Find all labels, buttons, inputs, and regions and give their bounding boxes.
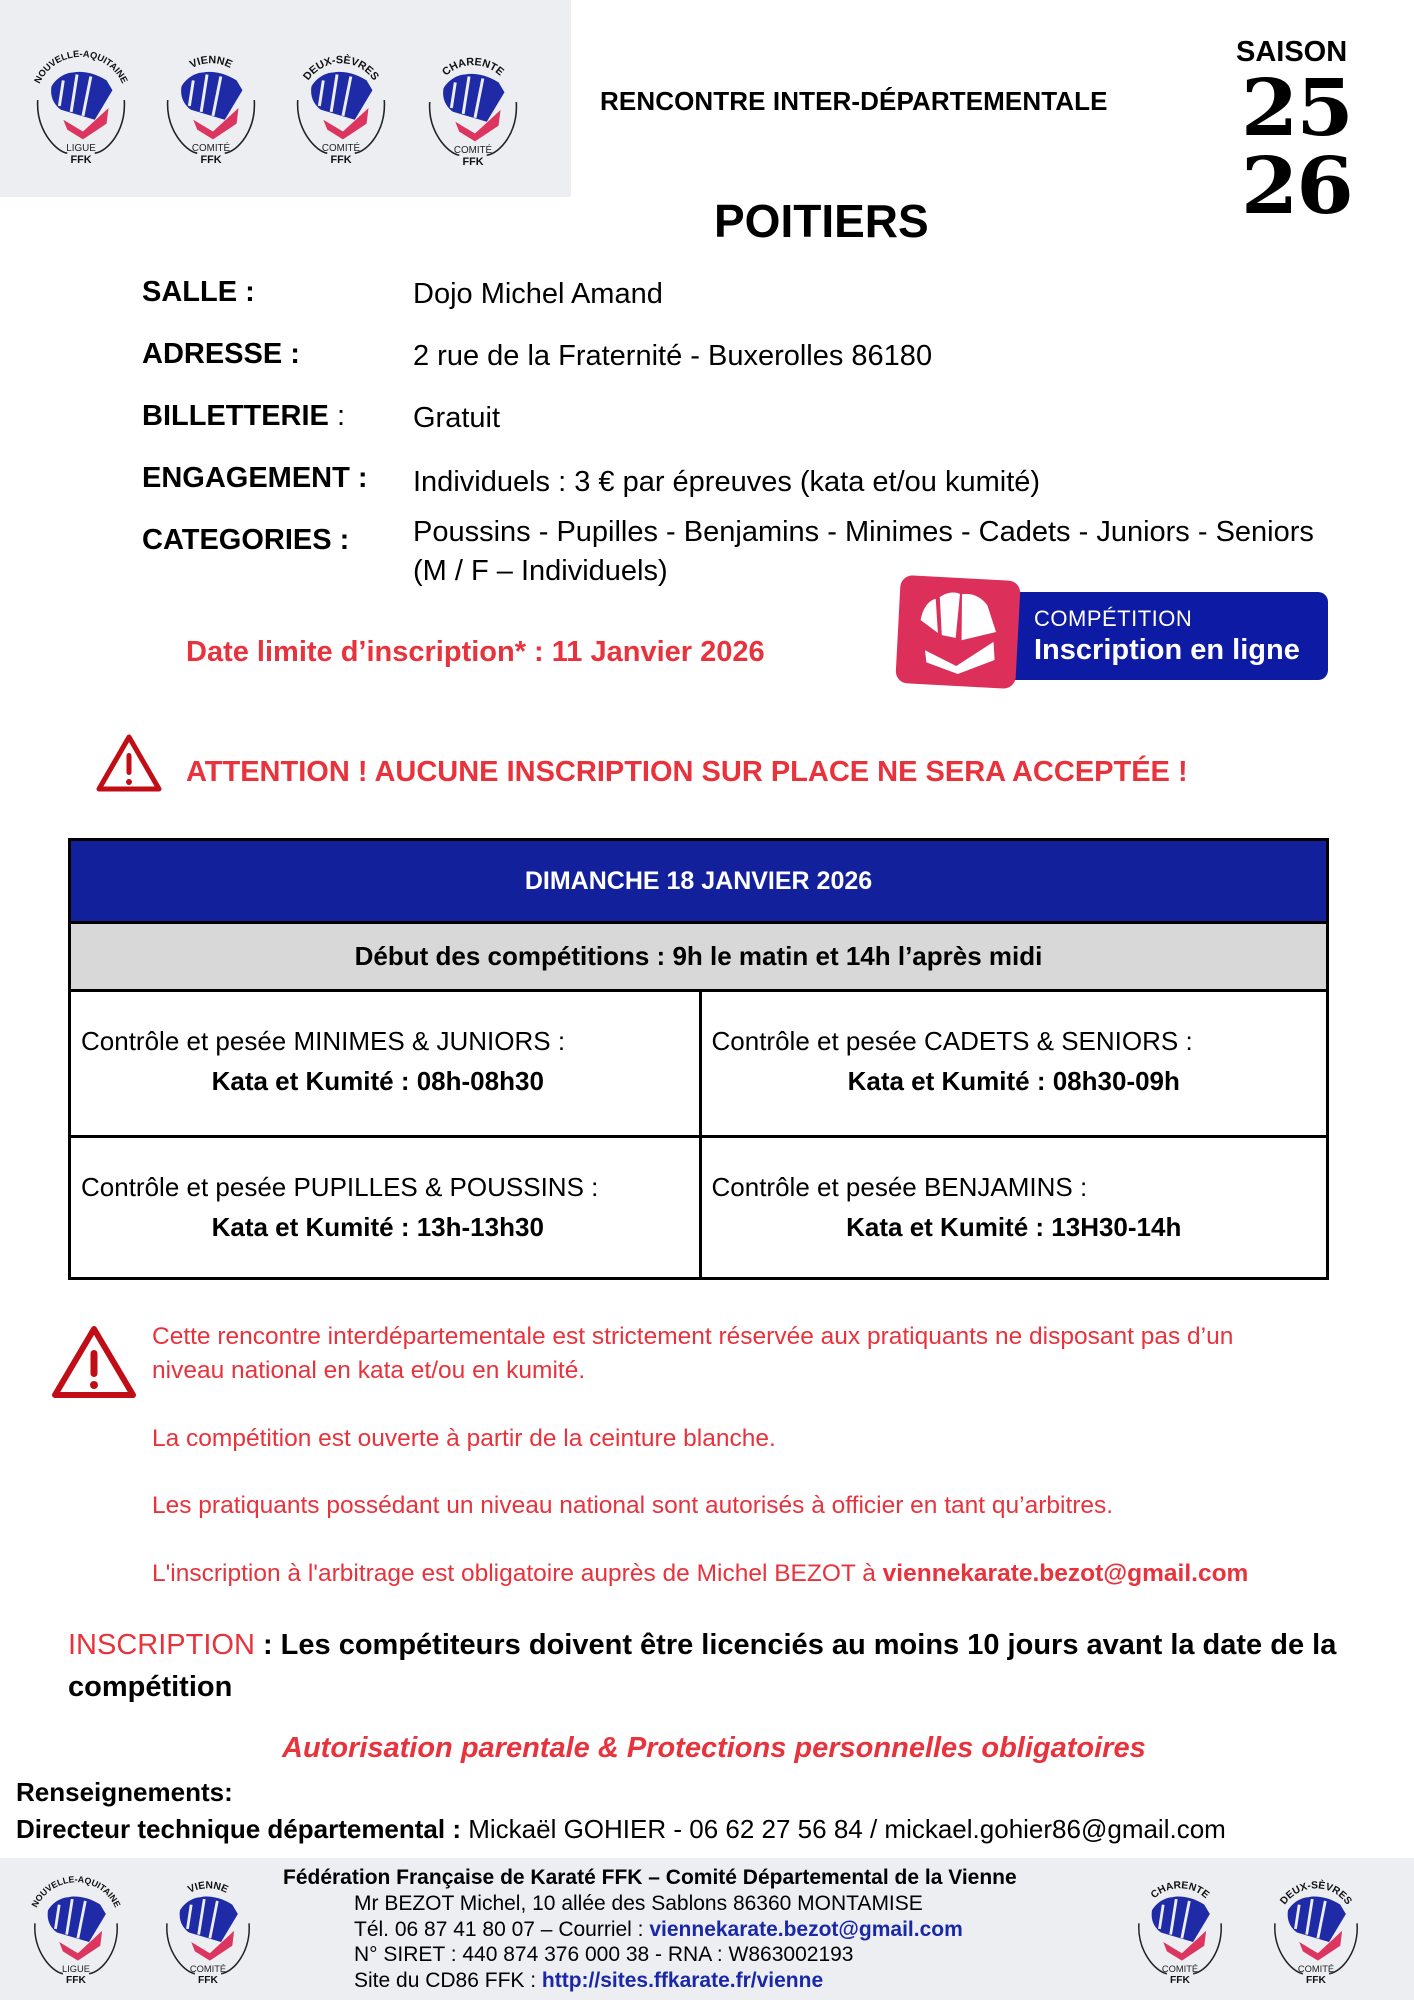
svg-text:VIENNE (188, 54, 234, 71)
parental-authorization-notice: Autorisation parentale & Protections personnelles obligatoires (282, 1732, 1146, 1764)
entry-fee-value: Individuels : 3 € par épreuves (kata et/ou kumité) (413, 466, 1041, 498)
schedule-start-times: Début des compétitions : 9h le matin et 14h l’après midi (71, 924, 1326, 992)
address-value: 2 rue de la Fraternité - Buxerolles 86180 (413, 340, 933, 372)
logo-brand-text: FFK (66, 1975, 86, 1987)
referee-note: Les pratiquants possédant un niveau national sont autorisés à officier en tant qu’arbitres. (152, 1492, 1114, 1519)
footer-site-line (354, 1969, 823, 1993)
inscription-rule (68, 1624, 1338, 1708)
schedule-row (71, 1135, 1326, 1277)
footer (0, 1858, 1414, 2000)
logo-deux-sevres (282, 40, 400, 170)
footer-address: Mr BEZOT Michel, 10 allée des Sablons 86360 MONTAMISE (354, 1892, 923, 1915)
logo-vienne (152, 40, 270, 170)
schedule-date: DIMANCHE 18 JANVIER 2026 (71, 841, 1326, 924)
eligibility-note-line-1: Cette rencontre interdépartementale est strictement réservée aux pratiquants ne disposant pas d’un (152, 1323, 1234, 1350)
logo-brand-text: FFK (462, 156, 484, 169)
weigh-in-time: Kata et Kumité : 08h-08h30 (211, 1066, 544, 1096)
weigh-in-time: Kata et Kumité : 13H30-14h (846, 1212, 1182, 1242)
logo-region-text: CHARENTE (440, 56, 507, 79)
weigh-in-label: Contrôle et pesée MINIMES & JUNIORS : (81, 1026, 566, 1056)
ticketing-label-colon: : (328, 400, 346, 432)
season-year-end: 26 (1240, 141, 1352, 232)
footer-logo-vienne (152, 1862, 264, 1994)
categories-line-1: Poussins - Pupilles - Benjamins - Minimes - Cadets - Juniors - Seniors (413, 516, 1314, 548)
ticketing-label-text: BILLETTERIE (142, 400, 329, 432)
logo-brand-text: FFK (1170, 1975, 1190, 1987)
logo-nouvelle-aquitaine (22, 40, 140, 170)
logo-sub-text: LIGUE (66, 143, 96, 155)
eligibility-note-line-2: niveau national en kata et/ou en kumité. (152, 1357, 586, 1384)
season-label: SAISON (1236, 36, 1348, 68)
footer-phone: Tél. 06 87 41 80 07 – Courriel : (354, 1918, 650, 1941)
warning-icon (50, 1324, 138, 1402)
registration-deadline: Date limite d’inscription* : 11 Janvier 2026 (186, 636, 765, 668)
no-onsite-registration-warning: ATTENTION ! AUCUNE INSCRIPTION SUR PLACE NE SERA ACCEPTÉE ! (186, 756, 1188, 788)
footer-title: Fédération Française de Karaté FFK – Comité Départemental de la Vienne (283, 1866, 1017, 1889)
referee-registration-note (152, 1557, 1248, 1591)
venue-value: Dojo Michel Amand (413, 278, 663, 310)
categories-line-2: (M / F – Individuels) (413, 555, 668, 587)
logo-sub-text: COMITÉ (191, 143, 231, 155)
svg-text:VIENNE (186, 1880, 229, 1896)
schedule-cell (71, 992, 699, 1135)
weigh-in-label: Contrôle et pesée BENJAMINS : (711, 1172, 1088, 1202)
footer-site-link[interactable]: http://sites.ffkarate.fr/vienne (541, 1969, 824, 1992)
logo-sub-text: LIGUE (62, 1963, 90, 1974)
footer-email-link[interactable]: viennekarate.bezot@gmail.com (649, 1918, 963, 1941)
logo-region-text: DEUX-SÈVRES (1278, 1880, 1354, 1907)
online-registration-button[interactable] (896, 578, 1330, 690)
contact-info-line (16, 1814, 1226, 1845)
logo-brand-text: FFK (198, 1975, 218, 1987)
inscription-text: : Les compétiteurs doivent être licenciés au moins 10 jours avant la date de la compétition (68, 1629, 1337, 1703)
logo-brand-text: FFK (200, 154, 222, 167)
schedule-table (68, 838, 1329, 1280)
referee-registration-text: L'inscription à l'arbitrage est obligatoire auprès de Michel BEZOT à (152, 1560, 883, 1587)
schedule-cell (71, 1138, 699, 1277)
logo-sub-text: COMITÉ (1297, 1963, 1335, 1974)
logo-region-text: CHARENTE (1149, 1880, 1211, 1901)
warning-icon (95, 733, 163, 795)
logo-region-text: NOUVELLE-AQUITAINE (32, 48, 130, 85)
schedule-row (71, 992, 1326, 1135)
weigh-in-time: Kata et Kumité : 13h-13h30 (211, 1212, 544, 1242)
logo-brand-text: FFK (1306, 1975, 1326, 1987)
footer-site-label: Site du CD86 FFK : (354, 1969, 542, 1992)
inscription-key: INSCRIPTION (68, 1629, 255, 1661)
ticketing-value: Gratuit (413, 402, 501, 434)
event-type-title: RENCONTRE INTER-DÉPARTEMENTALE (600, 86, 1108, 116)
contact-details: Mickaël GOHIER - 06 62 27 56 84 / mickael.gohier86@gmail.com (461, 1814, 1226, 1844)
season-year-start: 25 (1240, 63, 1352, 154)
venue-label: SALLE : (142, 276, 255, 308)
logo-region-text: VIENNE (187, 54, 235, 71)
logo-charente (414, 42, 532, 172)
schedule-cell (699, 1138, 1327, 1277)
logo-region-text: DEUX-SÈVRES (300, 54, 382, 83)
categories-label: CATEGORIES : (142, 524, 350, 556)
logo-region-text: NOUVELLE-AQUITAINE (29, 1874, 123, 1909)
footer-phone-line (354, 1918, 963, 1942)
weigh-in-label: Contrôle et pesée PUPILLES & POUSSINS : (81, 1172, 599, 1202)
cta-subtitle: COMPÉTITION (1034, 606, 1193, 631)
contact-info-title: Renseignements: (16, 1777, 233, 1807)
referee-registration-email[interactable]: viennekarate.bezot@gmail.com (882, 1560, 1249, 1587)
header-logo-band (0, 0, 571, 197)
footer-siret: N° SIRET : 440 874 376 000 38 - RNA : W863002193 (354, 1943, 854, 1966)
footer-logo-nouvelle-aquitaine (20, 1862, 132, 1994)
belt-note: La compétition est ouverte à partir de la ceinture blanche. (152, 1425, 776, 1452)
eligibility-note (152, 1320, 1233, 1388)
karate-fist-icon (895, 575, 1020, 689)
contact-role: Directeur technique départemental : (16, 1814, 461, 1844)
city-title: POITIERS (714, 195, 929, 247)
weigh-in-time: Kata et Kumité : 08h30-09h (847, 1066, 1180, 1096)
address-label: ADRESSE : (142, 338, 300, 370)
entry-fee-label: ENGAGEMENT : (142, 462, 368, 494)
logo-sub-text: COMITÉ (1161, 1963, 1199, 1974)
logo-sub-text: COMITÉ (189, 1963, 227, 1974)
logo-brand-text: FFK (330, 154, 352, 167)
footer-logo-charente (1124, 1862, 1236, 1994)
logo-sub-text: COMITÉ (321, 143, 361, 155)
footer-logo-deux-sevres (1260, 1862, 1372, 1994)
ticketing-label (142, 400, 345, 433)
logo-region-text: VIENNE (186, 1880, 230, 1896)
logo-sub-text: COMITÉ (453, 145, 493, 157)
weigh-in-label: Contrôle et pesée CADETS & SENIORS : (711, 1026, 1193, 1056)
schedule-cell (699, 992, 1327, 1135)
logo-brand-text: FFK (70, 154, 92, 167)
cta-label: Inscription en ligne (1034, 634, 1300, 666)
